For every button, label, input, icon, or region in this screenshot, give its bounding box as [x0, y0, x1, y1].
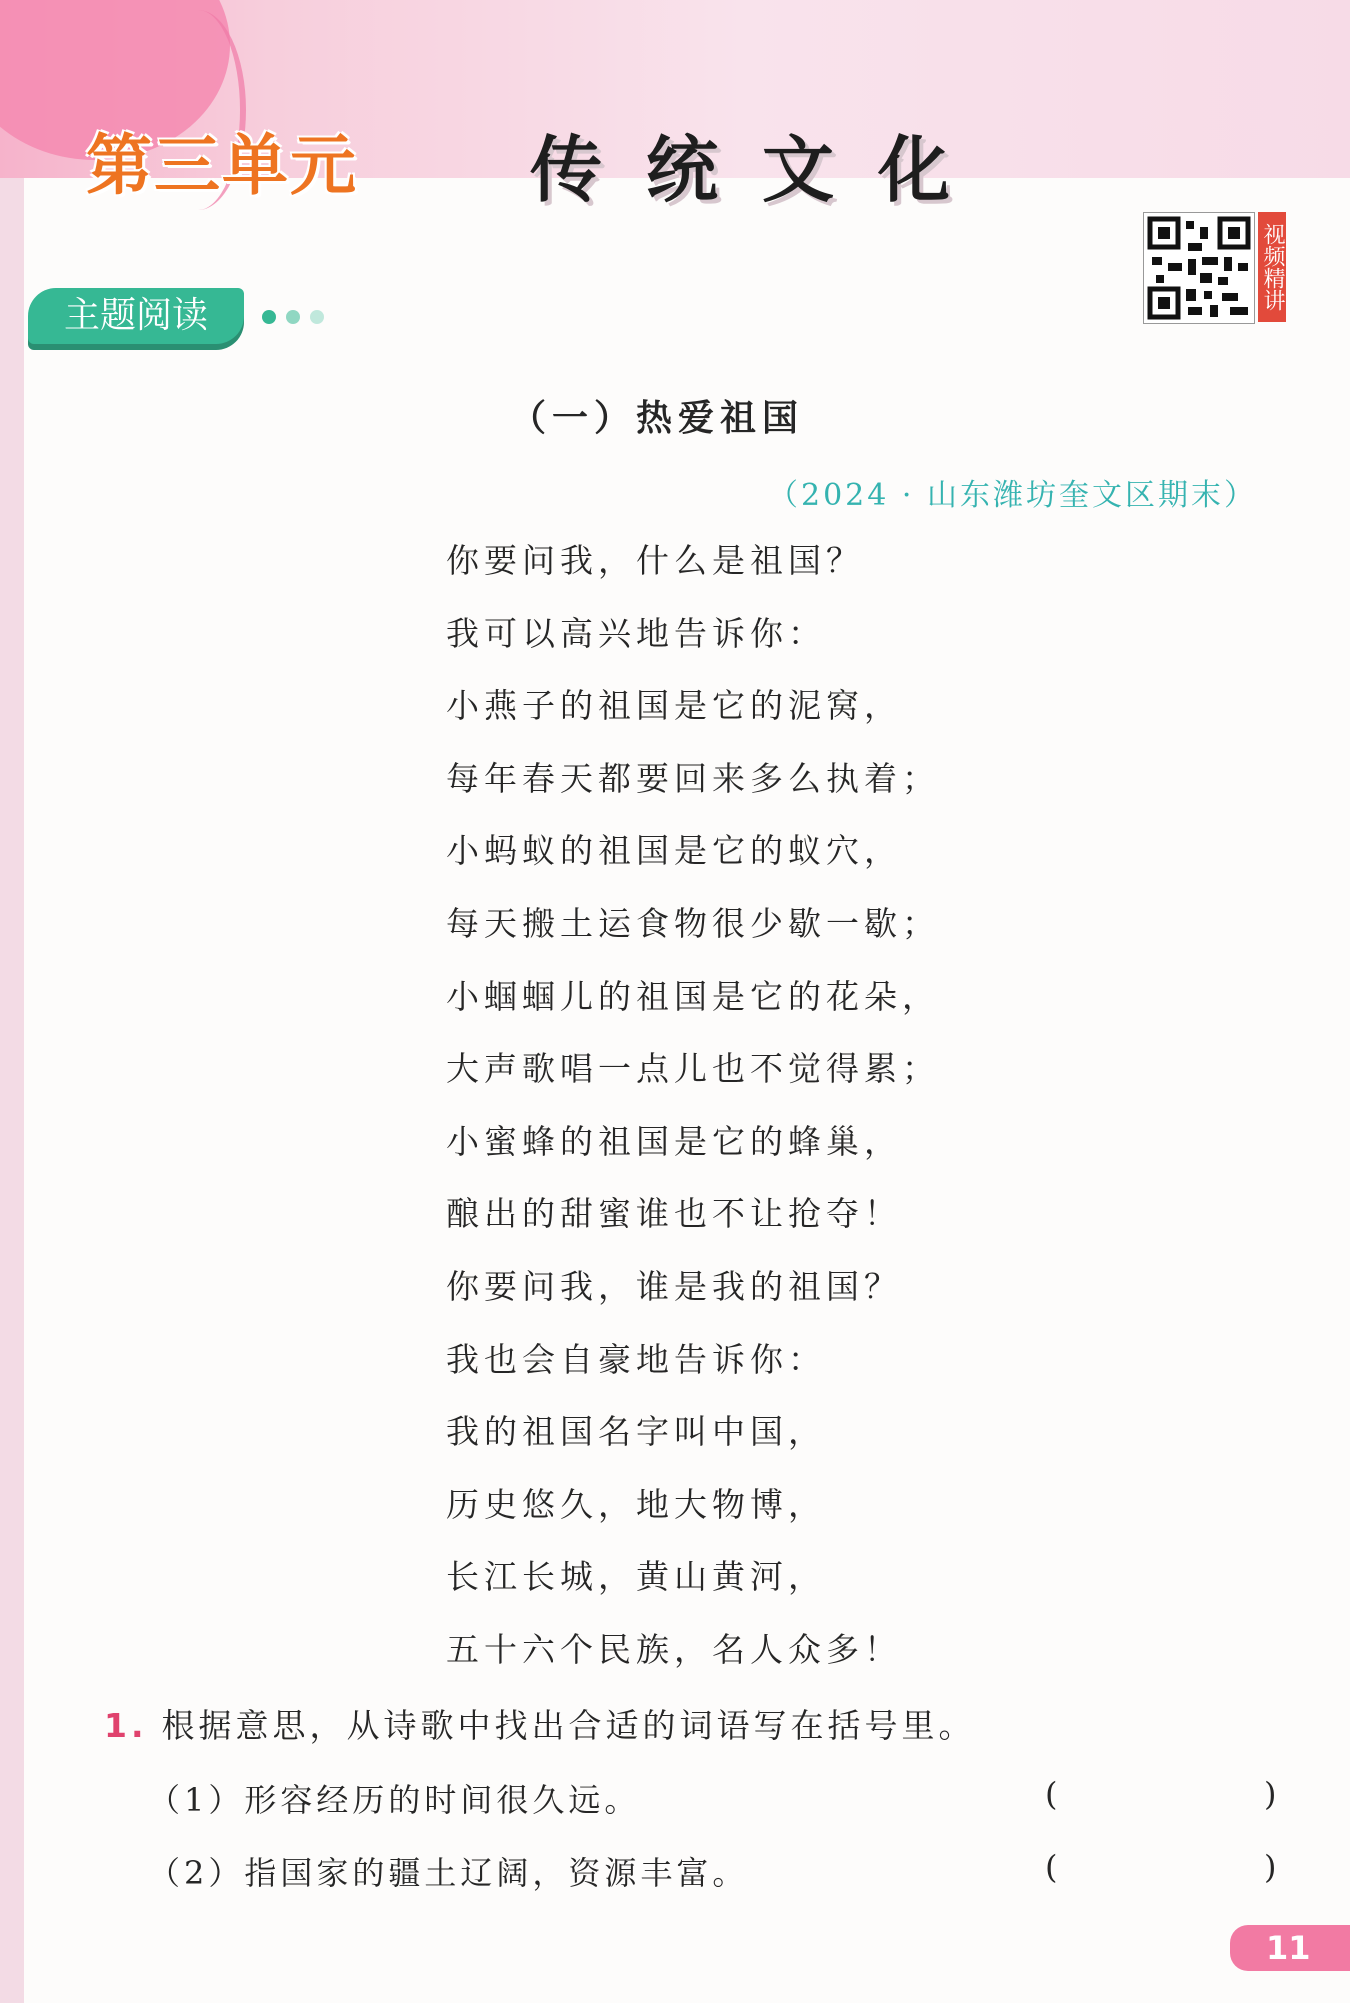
- poem-line: 历史悠久，地大物博，: [446, 1484, 826, 1524]
- video-lesson-tag[interactable]: 视频精讲: [1258, 212, 1286, 322]
- source-note: （2024 · 山东潍坊奎文区期末）: [768, 478, 1257, 513]
- poem-line: 小蝈蝈儿的祖国是它的花朵，: [446, 976, 940, 1016]
- poem-line: 小蚂蚁的祖国是它的蚁穴，: [446, 831, 902, 871]
- badge-dot-decoration: [286, 310, 300, 324]
- answer-blank-open-paren[interactable]: (: [1045, 1848, 1058, 1886]
- question-text: 根据意思，从诗歌中找出合适的词语写在括号里。: [161, 1706, 976, 1745]
- poem-line: 你要问我，谁是我的祖国？: [446, 1266, 902, 1306]
- poem-line: 酿出的甜蜜谁也不让抢夺！: [446, 1194, 902, 1234]
- sub-question-1: （1）形容经历的时间很久远。: [148, 1781, 641, 1819]
- poem-line: 小燕子的祖国是它的泥窝，: [446, 686, 902, 726]
- page-spine-strip: [0, 178, 24, 2003]
- poem-line: 大声歌唱一点儿也不觉得累；: [446, 1049, 940, 1089]
- question-1: [104, 1700, 976, 1747]
- poem-line: 长江长城，黄山黄河，: [446, 1557, 826, 1597]
- answer-blank-open-paren[interactable]: (: [1045, 1775, 1058, 1813]
- poem-line: 每天搬土运食物很少歇一歇；: [446, 903, 940, 943]
- poem-line: 我的祖国名字叫中国，: [446, 1412, 826, 1452]
- answer-blank-close-paren[interactable]: ): [1264, 1775, 1277, 1813]
- section-title: （一）热爱祖国: [510, 397, 805, 439]
- badge-dot-decoration: [310, 310, 324, 324]
- poem-body: [446, 536, 940, 1698]
- sub-question-2: （2）指国家的疆土辽阔，资源丰富。: [148, 1854, 749, 1892]
- badge-dot-decoration: [262, 310, 276, 324]
- unit-title: 传统文化: [530, 128, 995, 212]
- poem-line: 你要问我，什么是祖国？: [446, 541, 864, 580]
- question-number: 1.: [104, 1706, 148, 1745]
- answer-blank-close-paren[interactable]: ): [1264, 1848, 1277, 1886]
- page-number: 11: [1230, 1925, 1350, 1971]
- unit-label: 第三单元: [86, 127, 358, 204]
- poem-line: 每年春天都要回来多么执着；: [446, 758, 940, 798]
- poem-line: 我可以高兴地告诉你：: [446, 613, 826, 653]
- qr-code-icon[interactable]: [1143, 212, 1255, 324]
- poem-line: 小蜜蜂的祖国是它的蜂巢，: [446, 1121, 902, 1161]
- poem-line: 五十六个民族，名人众多！: [446, 1629, 902, 1669]
- poem-line: 我也会自豪地告诉你：: [446, 1339, 826, 1379]
- theme-reading-badge: 主题阅读: [28, 288, 244, 344]
